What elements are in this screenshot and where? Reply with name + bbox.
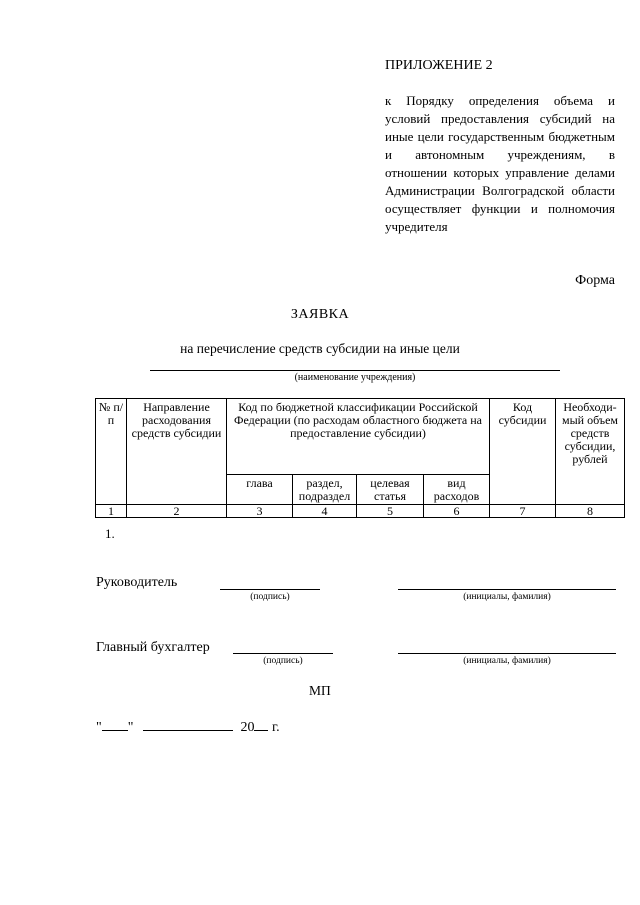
subheader-target: целевая статья bbox=[357, 475, 424, 505]
appendix-text: к Порядку определения объема и условий предоставления субсидий на иные цели государственным бюджетным и автономным учреждениям, в отношении которых управление делами Администрации Волгоградской области осуществляет функции и полномочия учредителя bbox=[385, 93, 615, 234]
date-line bbox=[96, 716, 280, 736]
column-number: 1 bbox=[96, 505, 127, 518]
accountant-name-caption: (инициалы, фамилия) bbox=[463, 656, 551, 666]
column-number: 8 bbox=[556, 505, 625, 518]
institution-caption: (наименование учреждения) bbox=[294, 372, 416, 383]
column-number: 3 bbox=[227, 505, 293, 518]
subheader-section: раздел, подраздел bbox=[293, 475, 357, 505]
column-number: 5 bbox=[357, 505, 424, 518]
accountant-label: Главный бухгалтер bbox=[96, 640, 210, 655]
column-number: 6 bbox=[424, 505, 490, 518]
document-title: ЗАЯВКА bbox=[290, 307, 350, 322]
header-subsidy-code: Код субсидии bbox=[490, 399, 556, 505]
date-year-prefix: 20 bbox=[240, 720, 255, 735]
date-year-suffix: г. bbox=[271, 720, 280, 735]
form-label: Форма bbox=[575, 273, 615, 288]
subheader-expense: вид расходов bbox=[424, 475, 490, 505]
head-name-line[interactable] bbox=[398, 589, 616, 590]
column-number: 2 bbox=[127, 505, 227, 518]
accountant-signature-caption: (подпись) bbox=[263, 656, 303, 666]
column-number: 7 bbox=[490, 505, 556, 518]
header-num: № п/п bbox=[96, 399, 127, 505]
stamp-label: МП bbox=[309, 683, 331, 698]
document-subtitle: на перечисление средств субсидии на иные цели bbox=[180, 341, 460, 356]
appendix-title: ПРИЛОЖЕНИЕ 2 bbox=[385, 58, 493, 73]
institution-name-line[interactable] bbox=[150, 370, 560, 371]
column-number: 4 bbox=[293, 505, 357, 518]
date-day-field[interactable] bbox=[102, 716, 128, 731]
head-signature-caption: (подпись) bbox=[250, 592, 290, 602]
header-amount: Необходи-мый объем средств субсидии, рублей bbox=[556, 399, 625, 505]
date-quote-open: " bbox=[96, 720, 102, 735]
request-table bbox=[95, 398, 625, 518]
head-label: Руководитель bbox=[96, 575, 178, 590]
head-name-caption: (инициалы, фамилия) bbox=[463, 592, 551, 602]
accountant-signature-line[interactable] bbox=[233, 653, 333, 654]
table-first-row-number: 1. bbox=[105, 526, 115, 541]
subheader-chapter: глава bbox=[227, 475, 293, 505]
header-direction: Направление расходования средств субсидии bbox=[127, 399, 227, 505]
date-year-field[interactable] bbox=[254, 716, 268, 731]
date-quote-close: " bbox=[127, 720, 134, 735]
accountant-name-line[interactable] bbox=[398, 653, 616, 654]
date-month-field[interactable] bbox=[143, 716, 233, 731]
header-budget-code: Код по бюджетной классификации Российской Федерации (по расходам областного бюджета на предоставление субсидии) bbox=[227, 399, 490, 475]
head-signature-line[interactable] bbox=[220, 589, 320, 590]
